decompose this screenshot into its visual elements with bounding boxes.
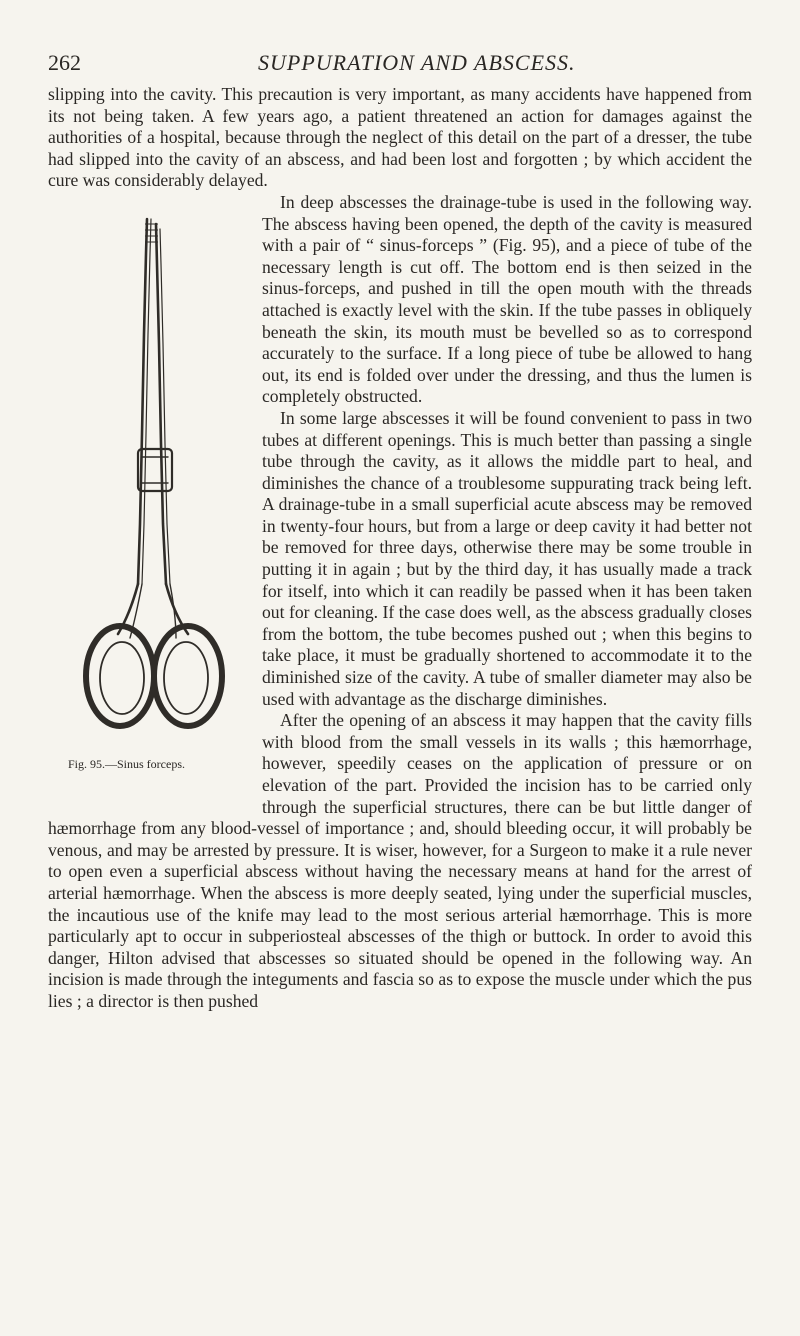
figure-caption: Fig. 95.—Sinus forceps.: [68, 756, 185, 771]
page-number: 262: [48, 50, 81, 75]
page-header: [48, 50, 752, 78]
paragraph-4: After the opening of an abscess it may happen that the cavity fills with blood from the small vessels in its walls ; this hæmorrhage, however, speedily ceases on the application of pressure or on elevation of the part. Provided the incision has to be carried only through the superficial structures, there can be but little danger of hæmorrhage from any blood-vessel of importance ; and, should bleeding occur, it will probably be venous, and may be arrested by pressure. It is wiser, however, for a Surgeon to make it a rule never to open even a superficial abscess without having the necessary means at hand for the arrest of arterial hæmorrhage. When the abscess is more deeply seated, lying under the superficial muscles, the incautious use of the knife may lead to the most serious arterial hæmorrhage. This is more particularly apt to occur in subperiosteal abscesses of the thigh or buttock. In order to avoid this danger, Hilton advised that abscesses so situated should be opened in the following way. An incision is made through the integuments and fascia so as to expose the muscle under which the pus lies ; a director is then pushed: [48, 710, 752, 1011]
paragraph-1: slipping into the cavity. This precaution is very important, as many accidents have happened from its not being taken. A few years ago, a patient threatened an action for damages against the authorities of a hospital, because through the neglect of this detail on the part of a dresser, the tube had slipped into the cavity of an abscess, and had been lost and forgotten ; by which accident the cure was considerably delayed.: [48, 84, 752, 191]
figure-95: [48, 194, 256, 816]
paragraph-3: In some large abscesses it will be found convenient to pass in two tubes at different openings. This is much better than passing a single tube through the cavity, as it allows the middle part to heal, and diminishes the chance of a troublesome suppurating track being left. A drainage-tube in a small superficial acute abscess may be removed in twenty-four hours, but from a large or deep cavity it had better not be removed for three days, otherwise there may be some trouble in putting it in again ; but by the third day, it has usually made a track for itself, into which it can readily be passed when it has been taken out for cleaning. If the case does well, as the abscess gradually closes from the bottom, the tube becomes pushed out ; when this begins to take place, it must be gradually shortened to accommodate it to the diminished size of the cavity. A tube of smaller diameter may also be used with advantage as the discharge diminishes.: [262, 407, 752, 709]
body-text: [48, 84, 752, 1013]
sinus-forceps-illustration: [48, 194, 256, 754]
running-head: SUPPURATION AND ABSCESS.: [258, 50, 576, 75]
paragraph-2-text: In deep abscesses the drainage-tube is used in the following way. The abscess having been opened, the depth of the cavity is measured with a pair of “ sinus-forceps ” (Fig. 95), and a piece of tube of the necessary length is cut off. The bottom end is then seized in the sinus-forceps, and pushed in till the open mouth with the threads attached is exactly level with the skin. If the tube passes in obliquely beneath the skin, its mouth must be bevelled so as to correspond accurately to the surface. If a long piece of tube be allowed to hang out, its end is folded over under the dressing, and thus the lumen is completely obstructed.: [262, 191, 752, 407]
